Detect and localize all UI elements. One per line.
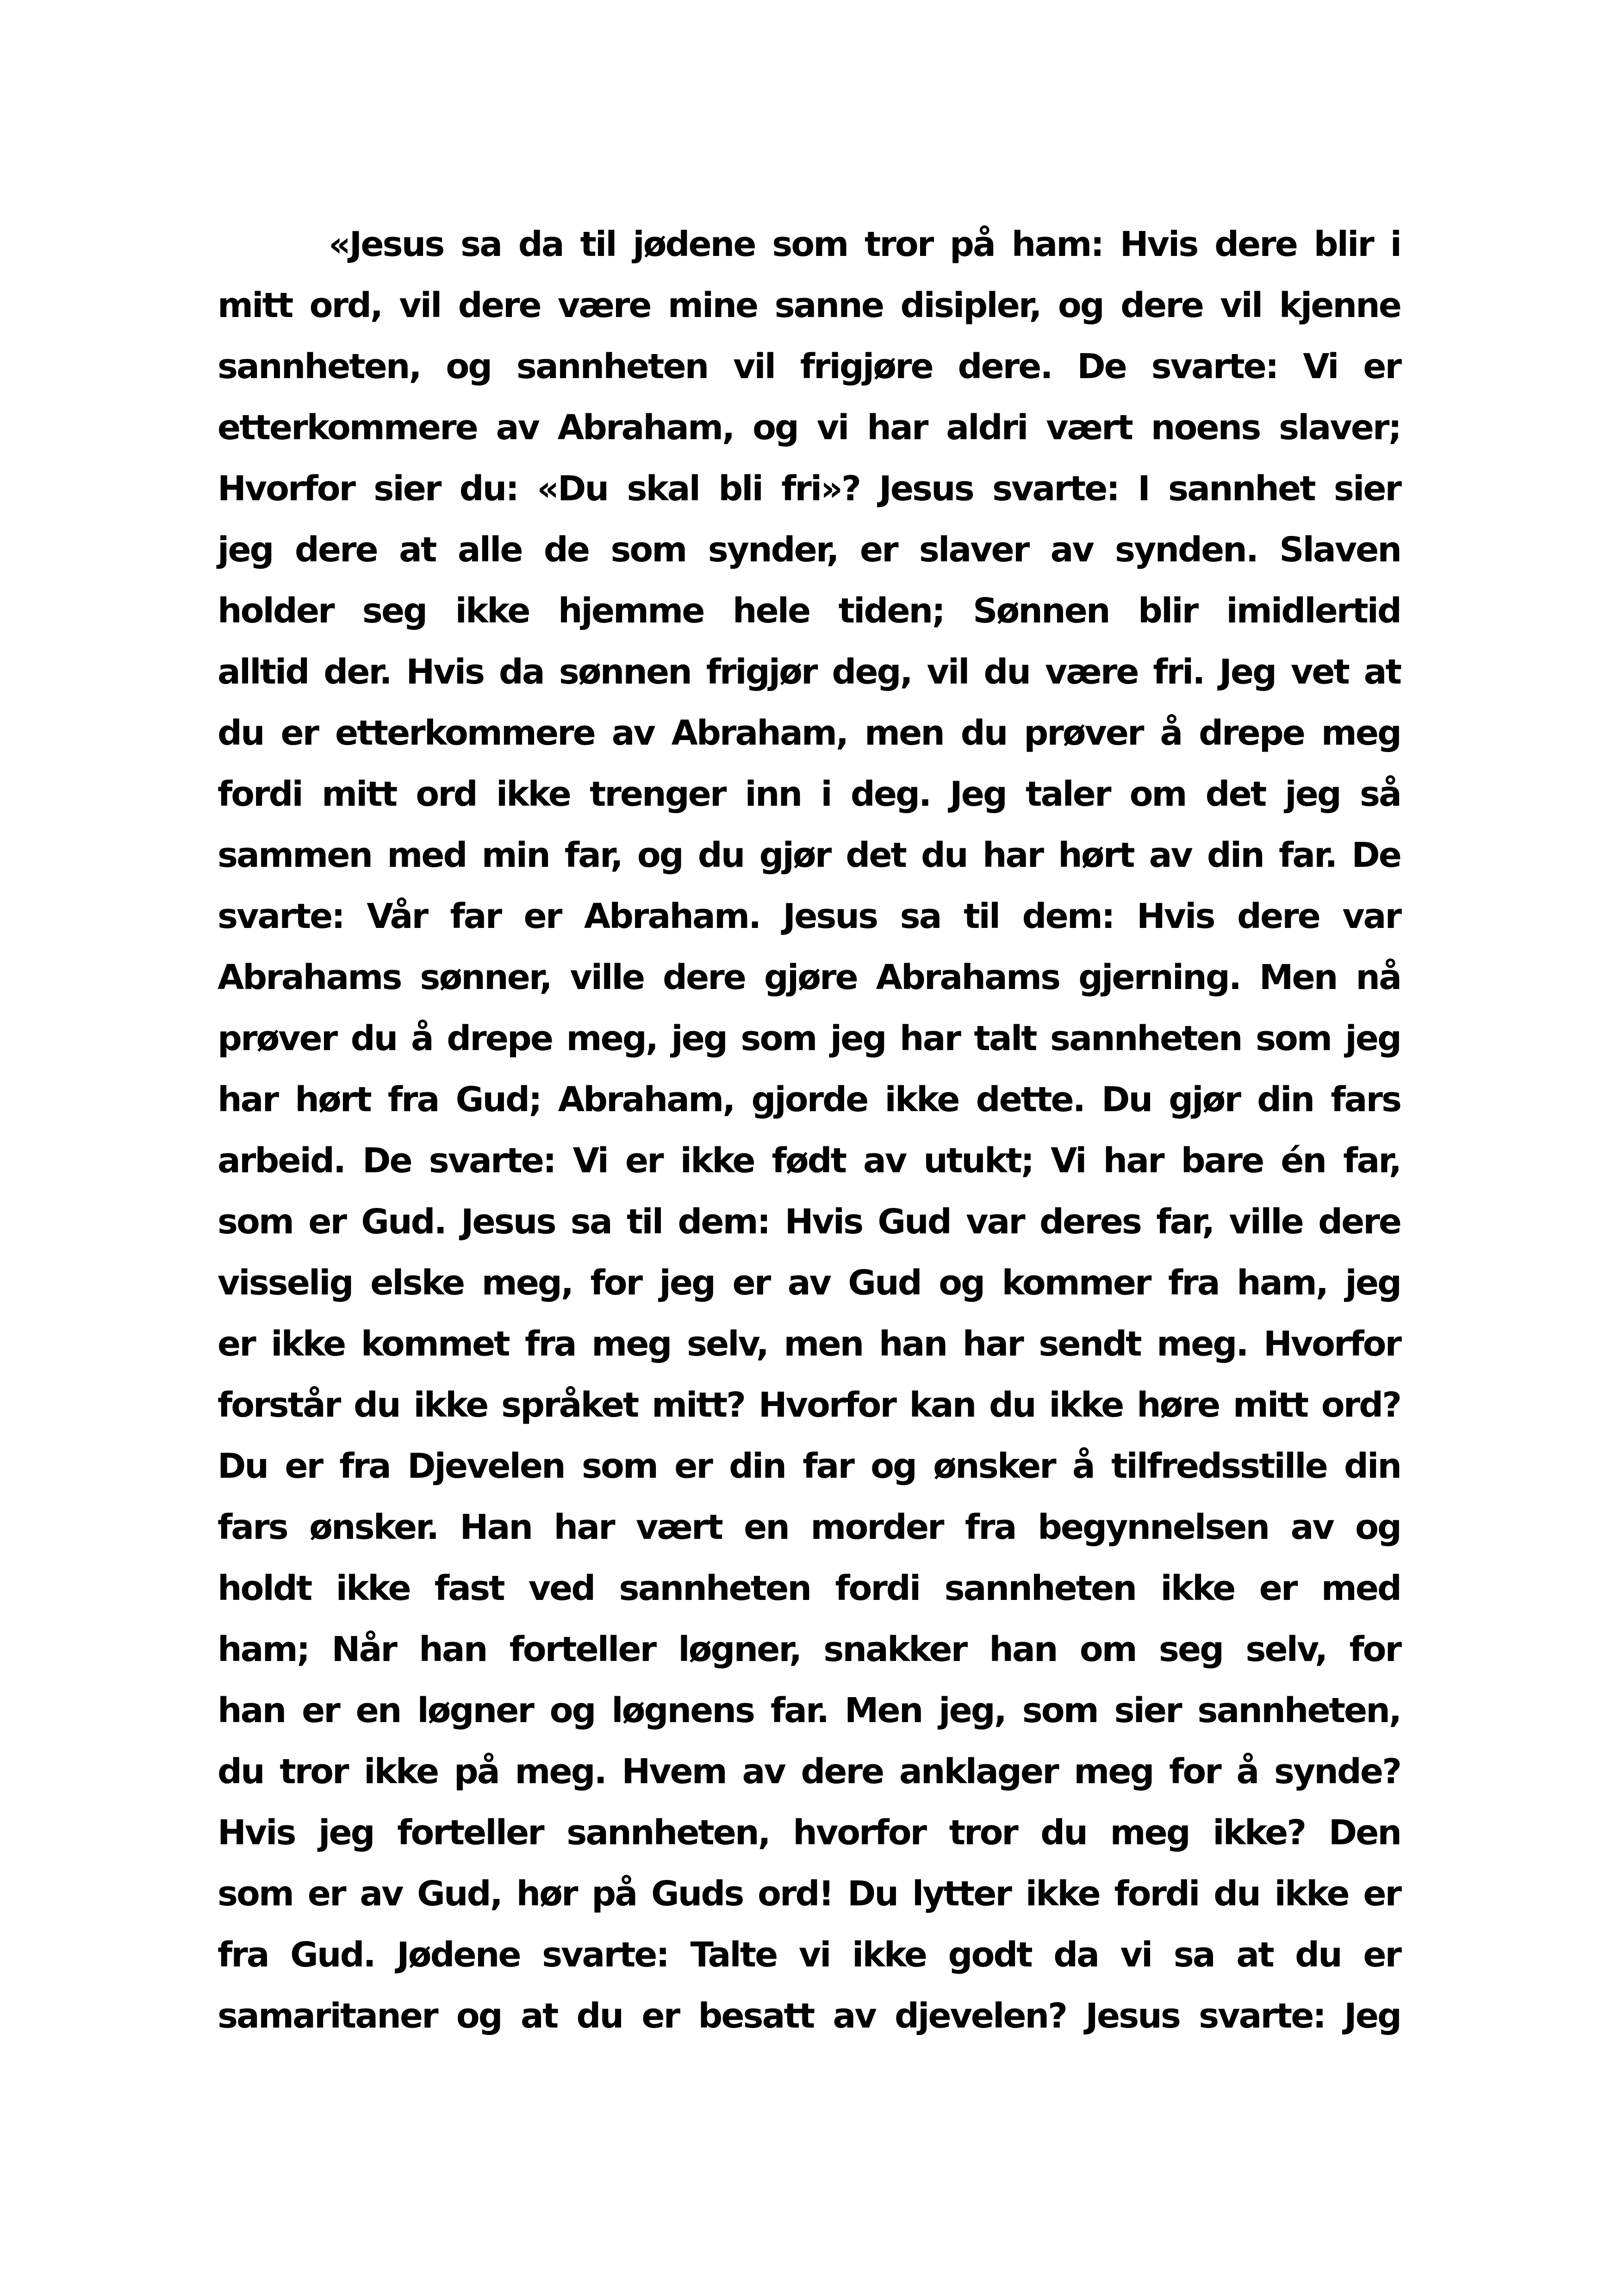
text-line: prøver du å drepe meg, jeg som jeg har talt sannheten som jeg — [218, 1019, 1400, 1058]
text-line: du er etterkommere av Abraham, men du prøver å drepe meg — [218, 713, 1400, 753]
text-line: svarte: Vår far er Abraham. Jesus sa til dem: Hvis dere var — [218, 896, 1400, 936]
text-line: Abrahams sønner, ville dere gjøre Abrahams gjerning. Men nå — [218, 958, 1400, 997]
text-line: som er av Gud, hør på Guds ord! Du lytter ikke fordi du ikke er — [218, 1874, 1400, 1914]
text-line: visselig elske meg, for jeg er av Gud og kommer fra ham, jeg — [218, 1263, 1400, 1303]
text-line: alltid der. Hvis da sønnen frigjør deg, vil du være fri. Jeg vet at — [218, 652, 1400, 692]
text-line: holder seg ikke hjemme hele tiden; Sønnen blir imidlertid — [218, 591, 1400, 631]
text-line: holdt ikke fast ved sannheten fordi sannheten ikke er med — [218, 1568, 1400, 1608]
text-line: forstår du ikke språket mitt? Hvorfor kan du ikke høre mitt ord? — [218, 1385, 1400, 1425]
text-line: jeg dere at alle de som synder, er slaver av synden. Slaven — [218, 530, 1400, 570]
text-line: «Jesus sa da til jødene som tror på ham: Hvis dere blir i — [329, 224, 1400, 264]
text-line: samaritaner og at du er besatt av djevelen? Jesus svarte: Jeg — [218, 1996, 1400, 2036]
text-line: fars ønsker. Han har vært en morder fra begynnelsen av og — [218, 1507, 1400, 1547]
text-line: er ikke kommet fra meg selv, men han har sendt meg. Hvorfor — [218, 1324, 1400, 1364]
text-line: arbeid. De svarte: Vi er ikke født av utukt; Vi har bare én far, — [218, 1141, 1400, 1181]
text-line: fordi mitt ord ikke trenger inn i deg. Jeg taler om det jeg så — [218, 774, 1400, 814]
body-paragraph — [218, 214, 1400, 2047]
text-line: Hvorfor sier du: «Du skal bli fri»? Jesus svarte: I sannhet sier — [218, 469, 1400, 509]
text-line: ham; Når han forteller løgner, snakker han om seg selv, for — [218, 1630, 1400, 1669]
text-line: du tror ikke på meg. Hvem av dere anklager meg for å synde? — [218, 1752, 1400, 1792]
text-line: etterkommere av Abraham, og vi har aldri vært noens slaver; — [218, 408, 1400, 448]
text-line: sannheten, og sannheten vil frigjøre dere. De svarte: Vi er — [218, 347, 1400, 386]
text-line: mitt ord, vil dere være mine sanne disipler, og dere vil kjenne — [218, 286, 1400, 325]
text-line: sammen med min far, og du gjør det du har hørt av din far. De — [218, 835, 1400, 875]
text-line: som er Gud. Jesus sa til dem: Hvis Gud var deres far, ville dere — [218, 1202, 1400, 1242]
text-line: han er en løgner og løgnens far. Men jeg, som sier sannheten, — [218, 1691, 1400, 1730]
text-line: Du er fra Djevelen som er din far og ønsker å tilfredsstille din — [218, 1446, 1400, 1486]
text-line: har hørt fra Gud; Abraham, gjorde ikke dette. Du gjør din fars — [218, 1080, 1400, 1120]
text-line: Hvis jeg forteller sannheten, hvorfor tror du meg ikke? Den — [218, 1813, 1400, 1853]
text-line: fra Gud. Jødene svarte: Talte vi ikke godt da vi sa at du er — [218, 1935, 1400, 1975]
